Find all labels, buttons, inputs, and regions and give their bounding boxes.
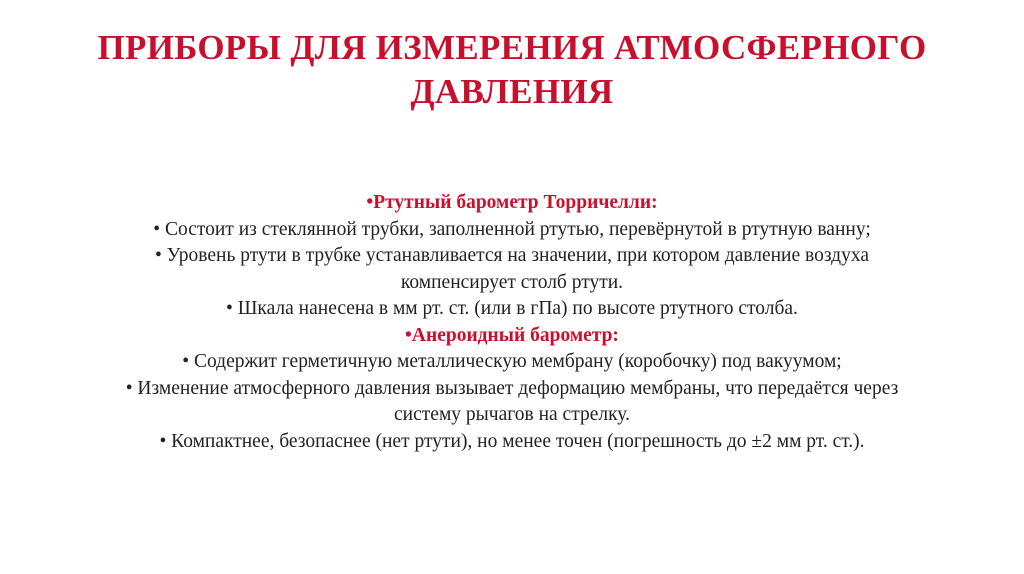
aneroid-point-deformation-continued: систему рычагов на стрелку. xyxy=(394,404,630,425)
slide-title-line-2: ДАВЛЕНИЯ xyxy=(410,72,614,111)
aneroid-barometer-heading: •Анероидный барометр: xyxy=(405,324,619,346)
slide-title-line-1: ПРИБОРЫ ДЛЯ ИЗМЕРЕНИЯ АТМОСФЕРНОГО xyxy=(97,28,927,67)
slide-title xyxy=(40,26,984,114)
aneroid-point-comparison: • Компактнее, безопаснее (нет ртути), но менее точен (погрешность до ±2 мм рт. ст.). xyxy=(159,430,865,452)
mercury-barometer-heading: •Ртутный барометр Торричелли: xyxy=(366,192,658,213)
slide-body xyxy=(30,190,994,455)
mercury-point-level-continued: компенсирует столб ртути. xyxy=(400,271,624,293)
aneroid-point-deformation: • Изменение атмосферного давления вызывает деформацию мембраны, что передаётся через xyxy=(125,377,899,399)
mercury-point-level: • Уровень ртути в трубке устанавливается на значении, при котором давление воздуха xyxy=(154,245,870,266)
aneroid-point-membrane: • Содержит герметичную металлическую мембрану (коробочку) под вакуумом; xyxy=(182,351,842,372)
mercury-point-scale: • Шкала нанесена в мм рт. ст. (или в гПа) по высоте ртутного столба. xyxy=(226,298,798,319)
mercury-point-composition: • Состоит из стеклянной трубки, заполненной ртутью, перевёрнутой в ртутную ванну; xyxy=(153,218,871,240)
